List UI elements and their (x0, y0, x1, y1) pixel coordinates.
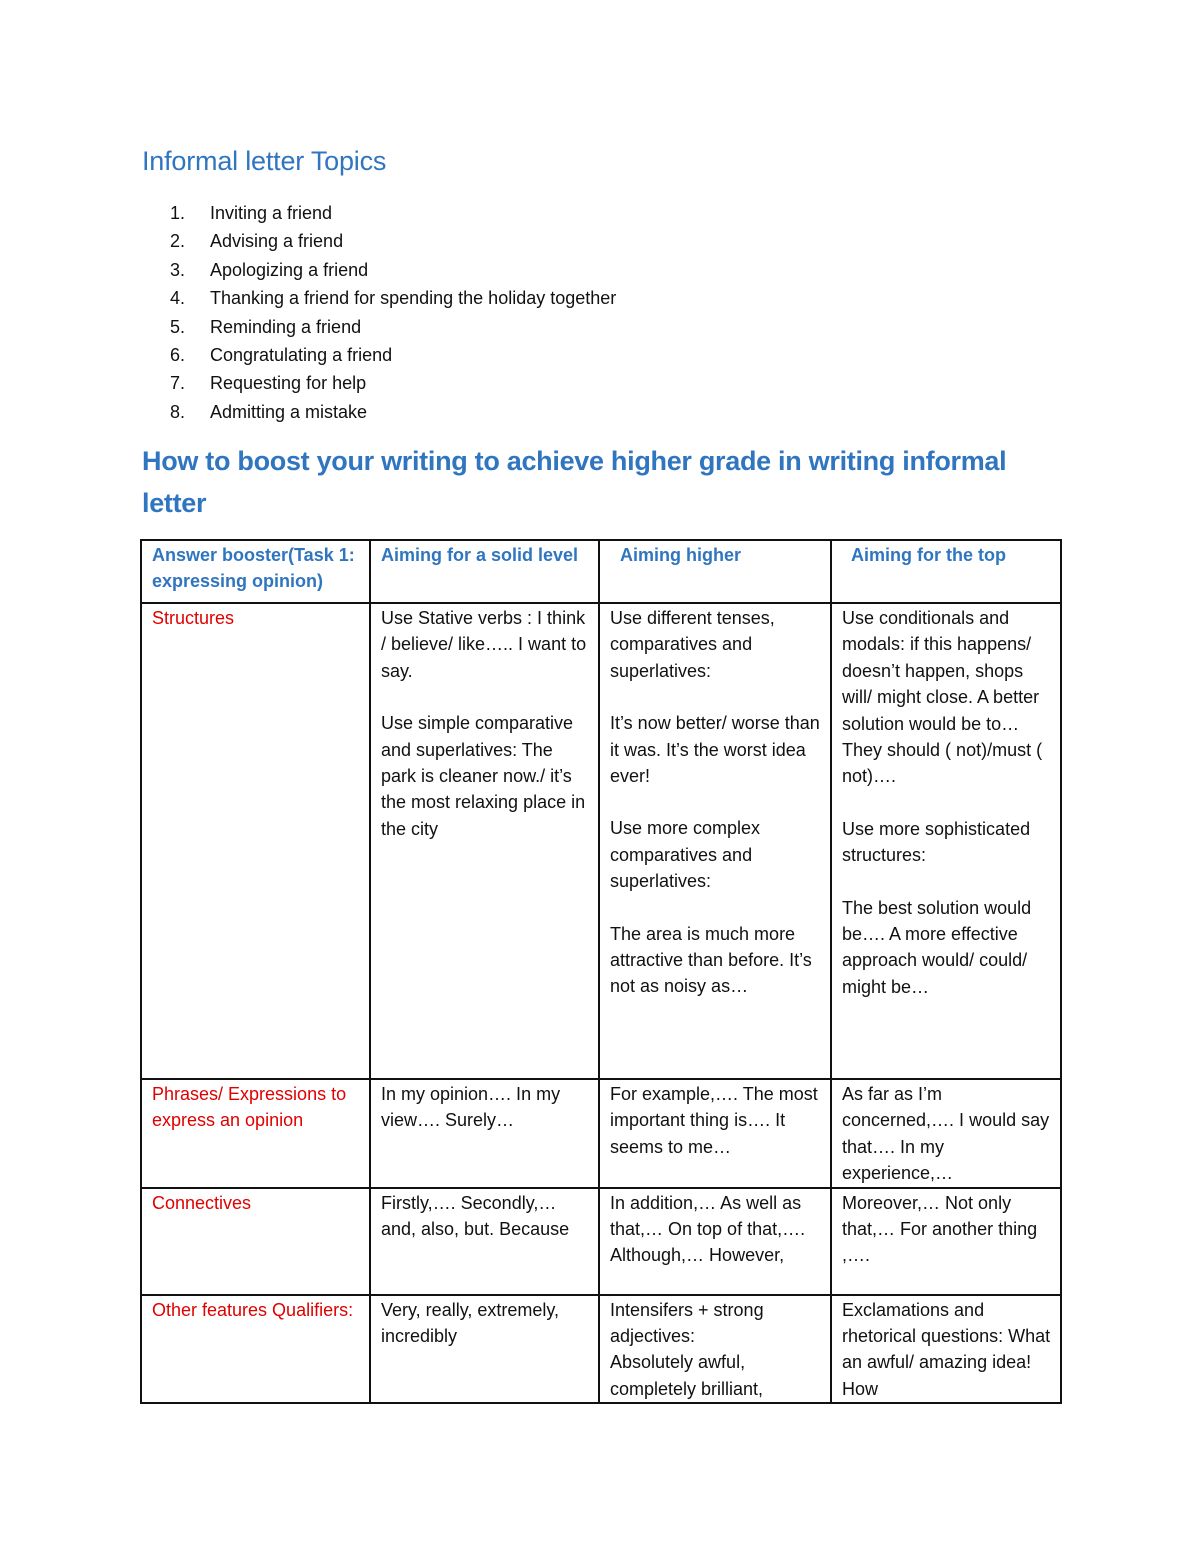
cell-paragraph: Intensifers + strong adjectives: Absolutely awful, completely brilliant, (610, 1299, 764, 1399)
list-item (170, 369, 616, 397)
cell-connectives-higher: In addition,… As well as that,… On top of that,…. Although,… However, (599, 1188, 831, 1295)
table-header-row (141, 540, 1061, 603)
cell-paragraph: It’s now better/ worse than it was. It’s the worst idea ever! (610, 713, 820, 787)
list-item (170, 398, 616, 426)
cell-paragraph: Use different tenses, comparatives and superlatives: (610, 608, 775, 681)
cell-connectives-top: Moreover,… Not only that,… For another thing ,…. (831, 1188, 1061, 1295)
cell-structures-higher (599, 603, 831, 1079)
cell-phrases-solid: In my opinion…. In my view…. Surely… (370, 1079, 599, 1188)
page-title: Informal letter Topics (142, 146, 387, 176)
cell-structures-solid (370, 603, 599, 1079)
cell-phrases-higher: For example,…. The most important thing is…. It seems to me… (599, 1079, 831, 1188)
cell-phrases-top: As far as I’m concerned,…. I would say that…. In my experience,… (831, 1079, 1061, 1188)
table-row (141, 1079, 1061, 1188)
cell-paragraph: Use more sophisticated structures: (842, 818, 1031, 866)
cell-paragraph: Use more complex comparatives and superlatives: (610, 818, 761, 892)
header-answer-booster: Answer booster(Task 1: expressing opinion) (141, 540, 370, 603)
cell-paragraph: The best solution would be…. A more effective approach would/ could/ might be… (842, 897, 1032, 997)
row-label-other-features: Other features Qualifiers: (141, 1295, 370, 1404)
cell-structures-top (831, 603, 1061, 1079)
topics-list (170, 199, 616, 426)
cell-other-top: Exclamations and rhetorical questions: What an awful/ amazing idea! How (831, 1295, 1061, 1404)
table-row (141, 1295, 1061, 1404)
row-label-structures: Structures (141, 603, 370, 1079)
list-item (170, 256, 616, 284)
section-heading: How to boost your writing to achieve higher grade in writing informal letter (142, 446, 1007, 518)
cell-paragraph: Use conditionals and modals: if this happens/ doesn’t happen, shops will/ might close. A better solution would be to… They should ( not)/must ( not)…. (842, 608, 1043, 787)
list-number: 6. (170, 345, 186, 366)
list-text: Congratulating a friend (210, 345, 393, 366)
cell-other-solid: Very, really, extremely, incredibly (370, 1295, 599, 1404)
list-item (170, 341, 616, 369)
list-number: 7. (170, 373, 186, 394)
list-text: Requesting for help (210, 373, 367, 394)
list-item (170, 227, 616, 255)
cell-paragraph: Use Stative verbs : I think / believe/ like….. I want to say. (381, 608, 587, 681)
list-text: Reminding a friend (210, 316, 362, 337)
list-number: 1. (170, 203, 186, 223)
list-number: 8. (170, 401, 186, 422)
list-text: Thanking a friend for spending the holiday together (210, 288, 617, 309)
row-label-phrases: Phrases/ Expressions to express an opinion (141, 1079, 370, 1188)
cell-other-higher (599, 1295, 831, 1404)
answer-booster-table (140, 539, 1062, 1404)
cell-connectives-solid: Firstly,…. Secondly,… and, also, but. Because (370, 1188, 599, 1295)
list-item (170, 284, 616, 312)
list-number: 5. (170, 316, 186, 337)
header-aiming-higher: Aiming higher (599, 540, 831, 603)
row-label-connectives: Connectives (141, 1188, 370, 1295)
cell-paragraph: Use simple comparative and superlatives: The park is cleaner now./ it’s the most relaxing place in the city (381, 713, 586, 839)
list-text: Apologizing a friend (210, 259, 369, 280)
list-number: 3. (170, 259, 186, 280)
list-number: 4. (170, 288, 186, 309)
table-row (141, 1188, 1061, 1295)
list-text: Inviting a friend (210, 203, 333, 223)
table-row (141, 603, 1061, 1079)
header-aiming-top: Aiming for the top (831, 540, 1061, 603)
list-text: Advising a friend (210, 231, 344, 252)
header-solid-level: Aiming for a solid level (370, 540, 599, 603)
list-text: Admitting a mistake (210, 401, 368, 422)
list-item (170, 199, 616, 227)
cell-paragraph: The area is much more attractive than before. It’s not as noisy as… (610, 923, 812, 997)
list-item (170, 313, 616, 341)
list-number: 2. (170, 231, 186, 252)
